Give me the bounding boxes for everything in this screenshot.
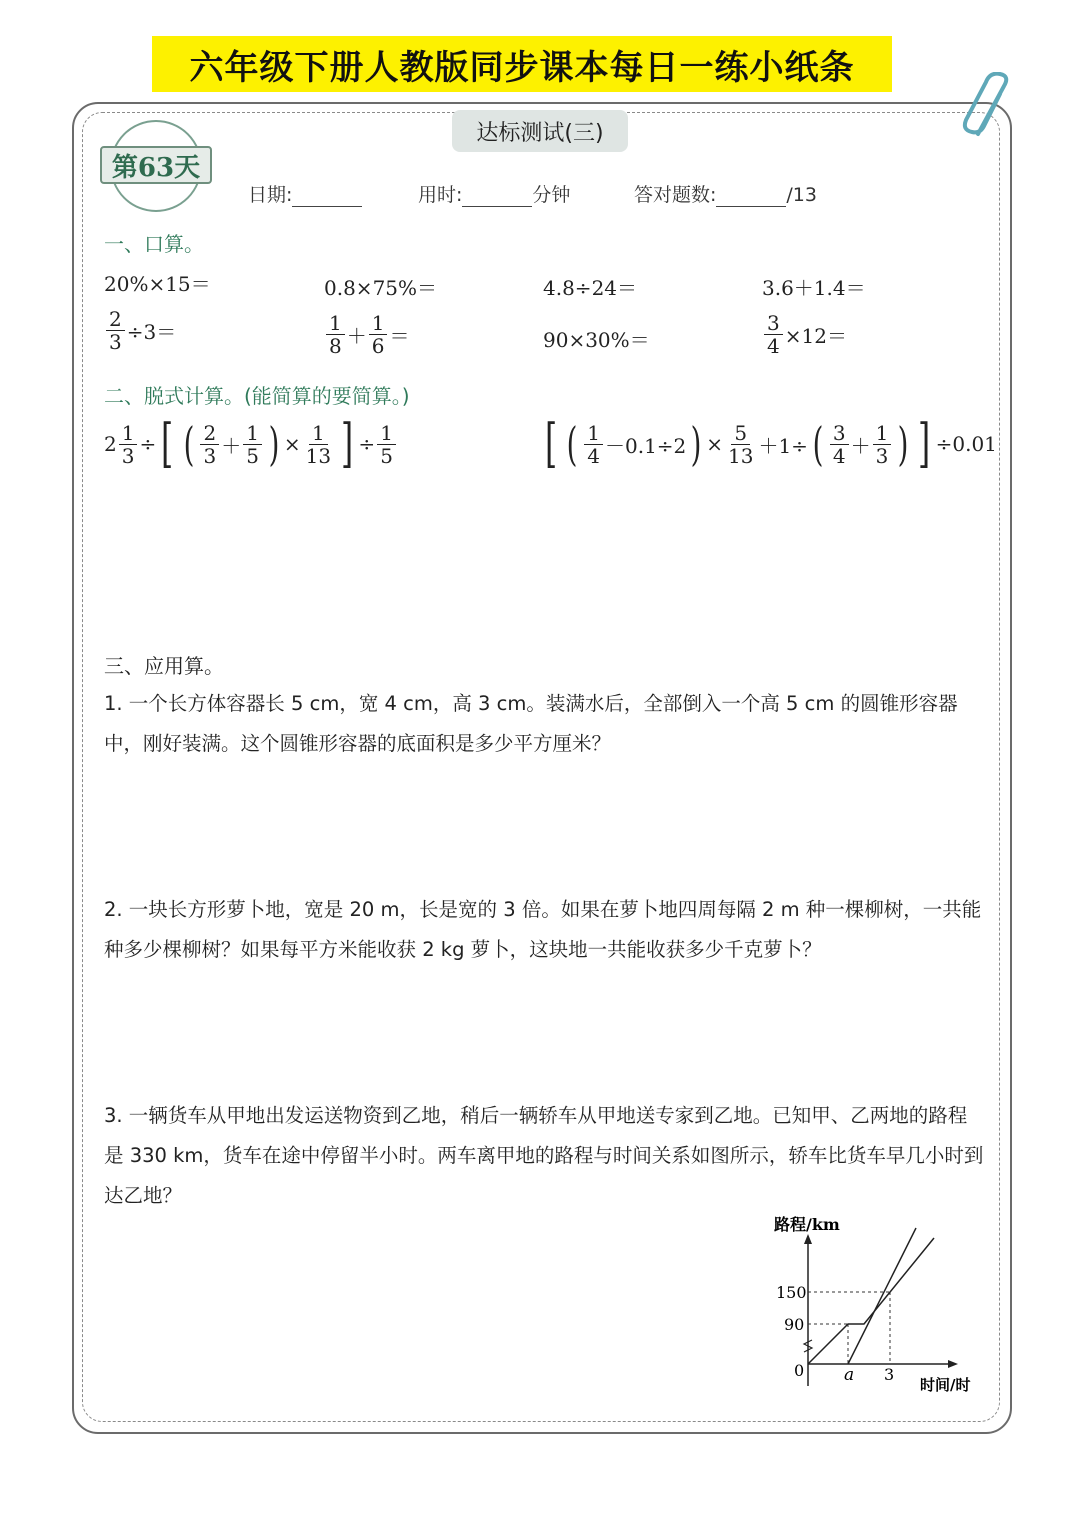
step-calc-1: 2 $\frac{1}{3}$ ÷ [ ( $\frac{2}{3}$ ＋ $\frac{1}{5}$ ) × $\frac{1}{13}$ ] ÷ $\frac{1}{5}$: [104, 418, 398, 470]
time-unit: 分钟: [532, 184, 571, 206]
section-2-title: 二、脱式计算。(能简算的要简算。): [104, 384, 410, 408]
oral-calc-3: 4.8÷24＝: [543, 276, 638, 300]
score-total: /13: [786, 184, 817, 206]
problem-3: 3. 一辆货车从甲地出发运送物资到乙地，稍后一辆轿车从甲地送专家到乙地。已知甲、乙两地的路程是 330 km，货车在途中停留半小时。两车离甲地的路程与时间关系如图所示，轿车比货车早几小时到达乙地？: [104, 1104, 984, 1207]
score-field[interactable]: [634, 180, 817, 207]
origin-label: 0: [794, 1361, 805, 1380]
day-badge: [100, 120, 210, 210]
oral-calc-1: 20%×15＝: [104, 272, 211, 296]
y-tick-90: 90: [784, 1315, 805, 1334]
oral-calc-6: $\frac{1}{8}$ ＋ $\frac{1}{6}$ ＝: [324, 312, 409, 357]
y-tick-150: 150: [776, 1283, 807, 1302]
oral-calc-8: $\frac{3}{4}$ ×12＝: [762, 312, 847, 357]
fraction: $\frac{2}{3}$: [200, 422, 219, 467]
paperclip-icon: [960, 72, 1020, 142]
time-blank[interactable]: [462, 206, 532, 207]
x-axis-arrow: [948, 1360, 958, 1368]
fraction: $\frac{1}{5}$: [243, 422, 262, 467]
oral-calc-2: 0.8×75%＝: [324, 276, 438, 300]
test-title: 达标测试(三): [476, 120, 604, 146]
step-calc-2: [ ( $\frac{1}{4}$ －0.1÷2 ) × $\frac{5}{13}$ ＋1÷ ( $\frac{3}{4}$ ＋ $\frac{1}{3}$ ) ] ÷0.01: [545, 414, 997, 474]
x-tick-a: a: [844, 1365, 855, 1385]
fraction: $\frac{1}{8}$: [326, 312, 345, 357]
score-label: 答对题数:: [634, 184, 717, 206]
section-1-title: 一、口算。: [104, 232, 204, 256]
fraction: $\frac{5}{13}$: [728, 420, 754, 468]
oral-calc-7: 90×30%＝: [543, 328, 650, 352]
fraction: $\frac{2}{3}$: [106, 308, 125, 353]
date-field[interactable]: [248, 180, 362, 207]
fraction: $\frac{3}{4}$: [830, 422, 849, 467]
fraction: $\frac{3}{4}$: [764, 312, 783, 357]
fraction: $\frac{1}{5}$: [377, 422, 396, 467]
y-axis-label: 路程/km: [774, 1215, 840, 1234]
fraction: $\frac{1}{3}$: [873, 422, 892, 467]
oral-calc-5: $\frac{2}{3}$ ÷3＝: [104, 308, 176, 353]
axis-break-icon: [804, 1340, 812, 1352]
header-banner: [152, 36, 892, 92]
fraction: $\frac{1}{4}$: [584, 422, 603, 467]
series-truck: [808, 1238, 934, 1364]
problem-1: 1. 一个长方体容器长 5 cm，宽 4 cm，高 3 cm。装满水后，全部倒入一个高 5 cm 的圆锥形容器中，刚好装满。这个圆锥形容器的底面积是多少平方厘米？: [104, 692, 958, 755]
fraction: $\frac{1}{6}$: [369, 312, 388, 357]
score-blank[interactable]: [716, 206, 786, 207]
distance-time-chart: [760, 1206, 990, 1396]
test-title-tab: [452, 110, 628, 152]
fraction: $\frac{1}{13}$: [305, 420, 332, 468]
section-3-title: 三、应用算。: [104, 654, 224, 678]
y-axis-arrow: [804, 1234, 812, 1244]
x-tick-3: 3: [884, 1365, 895, 1384]
series-car: [848, 1228, 916, 1364]
oral-calc-4: 3.6＋1.4＝: [762, 276, 866, 300]
badge-ribbon: [100, 146, 212, 184]
fraction: $\frac{1}{3}$: [119, 422, 138, 467]
badge-label: 第63天: [111, 152, 201, 183]
time-field[interactable]: [418, 180, 570, 207]
date-label: 日期:: [248, 184, 293, 206]
time-label: 用时:: [418, 184, 463, 206]
date-blank[interactable]: [292, 206, 362, 207]
banner-title: 六年级下册人教版同步课本每日一练小纸条: [189, 47, 855, 88]
x-axis-label: 时间/时: [920, 1376, 971, 1394]
problem-2: 2. 一块长方形萝卜地，宽是 20 m，长是宽的 3 倍。如果在萝卜地四周每隔 2 m 种一棵柳树，一共能种多少棵柳树？如果每平方米能收获 2 kg 萝卜，这块地一共能收获多少千克萝卜？: [104, 898, 982, 961]
